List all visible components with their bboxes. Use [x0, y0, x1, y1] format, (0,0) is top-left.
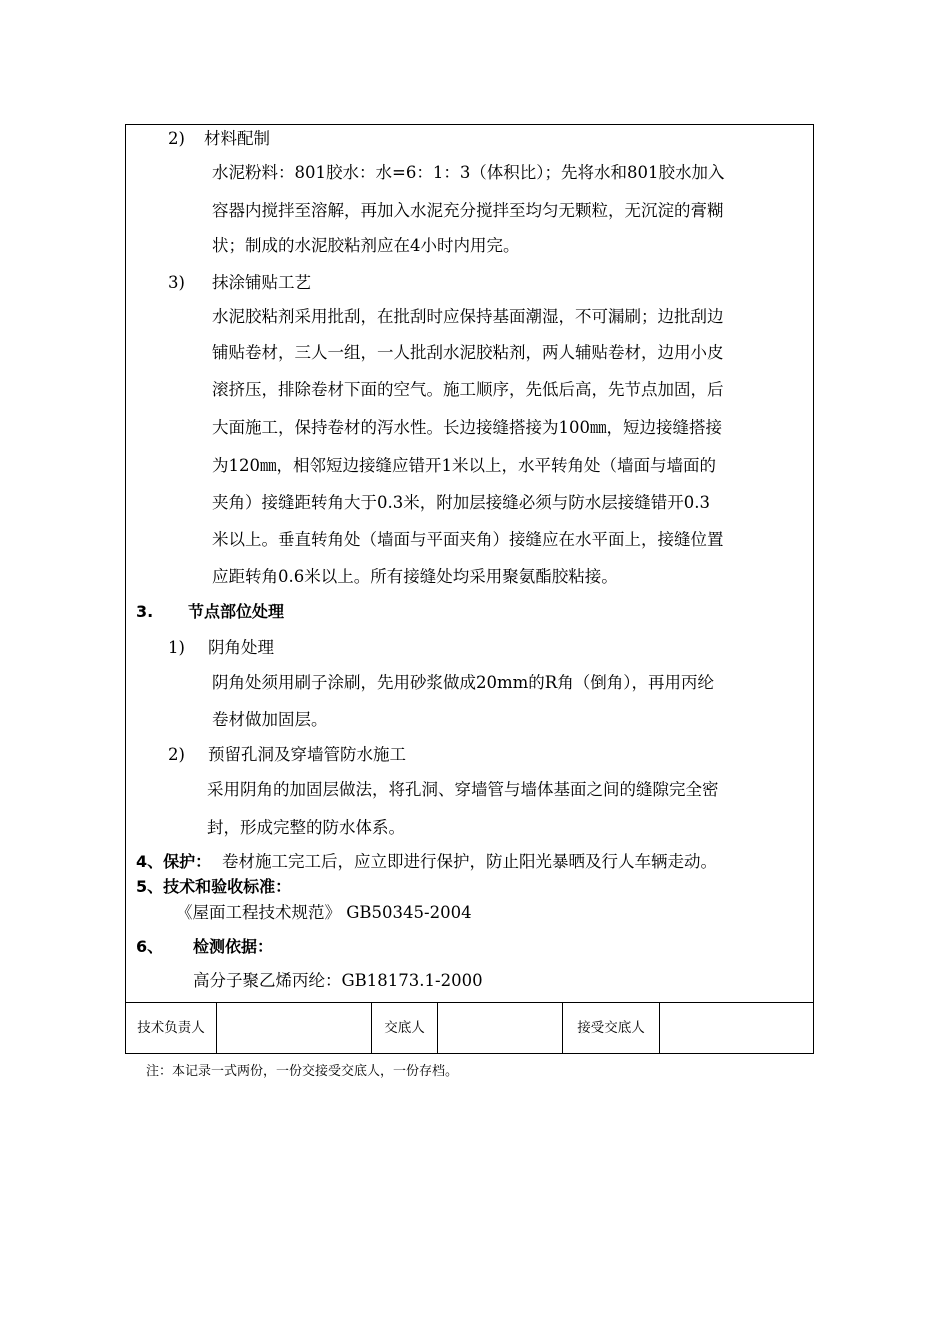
- item-number: 2): [168, 129, 185, 148]
- footer-note: 注：本记录一式两份，一份交接受交底人，一份存档。: [146, 1064, 459, 1079]
- item-number: 3): [168, 273, 185, 292]
- item-number: 2): [168, 745, 185, 764]
- item-title-application: 抹涂铺贴工艺: [212, 273, 311, 292]
- paragraph-line: 卷材做加固层。: [212, 710, 328, 729]
- section-number: 3.: [136, 602, 154, 621]
- section-number: 6、: [136, 937, 164, 956]
- testing-basis-text: 高分子聚乙烯丙纶：GB18173.1-2000: [193, 971, 483, 990]
- tech-lead-label: 技术负责人: [137, 1020, 205, 1036]
- paragraph-line: 水泥胶粘剂采用批刮，在批刮时应保持基面潮湿，不可漏刷；边批刮边: [212, 307, 724, 326]
- paragraph-line: 米以上。垂直转角处（墙面与平面夹角）接缝应在水平面上，接缝位置: [212, 530, 724, 549]
- receiver-label: 接受交底人: [562, 1003, 659, 1053]
- paragraph-line: 采用阴角的加固层做法，将孔洞、穿墙管与墙体基面之间的缝隙完全密: [207, 780, 719, 799]
- receiver-signature-field[interactable]: [659, 1003, 813, 1053]
- paragraph-line: 滚挤压，排除卷材下面的空气。施工顺序，先低后高，先节点加固，后: [212, 380, 724, 399]
- paragraph-line: 封，形成完整的防水体系。: [207, 818, 405, 837]
- paragraph-line: 状；制成的水泥胶粘剂应在4小时内用完。: [212, 236, 520, 255]
- item-title-material-prep: 材料配制: [204, 129, 270, 148]
- item-title-pipe-penetration: 预留孔洞及穿墙管防水施工: [208, 745, 406, 764]
- briefer-signature-field[interactable]: [437, 1003, 562, 1053]
- paragraph-line: 大面施工，保持卷材的泻水性。长边接缝搭接为100㎜，短边接缝搭接: [212, 418, 722, 437]
- section-heading-testing: 检测依据：: [193, 937, 274, 956]
- tech-lead-signature-field[interactable]: [216, 1003, 371, 1053]
- section-heading-protection: 4、保护：: [136, 852, 212, 871]
- paragraph-line: 应距转角0.6米以上。所有接缝处均采用聚氨酯胶粘接。: [212, 567, 618, 586]
- signature-row: [125, 1002, 814, 1054]
- section-heading-standards: 5、技术和验收标准：: [136, 877, 292, 896]
- paragraph-line: 铺贴卷材，三人一组，一人批刮水泥胶粘剂，两人辅贴卷材，边用小皮: [212, 343, 724, 362]
- briefer-label: 交底人: [371, 1003, 437, 1053]
- paragraph-line: 阴角处须用刷子涂刷，先用砂浆做成20mm的R角（倒角），再用丙纶: [212, 673, 714, 692]
- item-title-inner-corner: 阴角处理: [208, 638, 274, 657]
- protection-text: 卷材施工完工后，应立即进行保护，防止阳光暴晒及行人车辆走动。: [222, 852, 717, 871]
- paragraph-line: 容器内搅拌至溶解，再加入水泥充分搅拌至均匀无颗粒，无沉淀的膏糊: [212, 201, 724, 220]
- paragraph-line: 为120㎜，相邻短边接缝应错开1米以上，水平转角处（墙面与墙面的: [212, 456, 716, 475]
- standard-text: 《屋面工程技术规范》 GB50345-2004: [176, 903, 472, 922]
- item-number: 1): [168, 638, 185, 657]
- paragraph-line: 夹角）接缝距转角大于0.3米，附加层接缝必须与防水层接缝错开0.3: [212, 493, 710, 512]
- paragraph-line: 水泥粉料：801胶水：水=6：1：3（体积比）；先将水和801胶水加入: [212, 163, 725, 182]
- section-heading-nodes: 节点部位处理: [188, 602, 285, 621]
